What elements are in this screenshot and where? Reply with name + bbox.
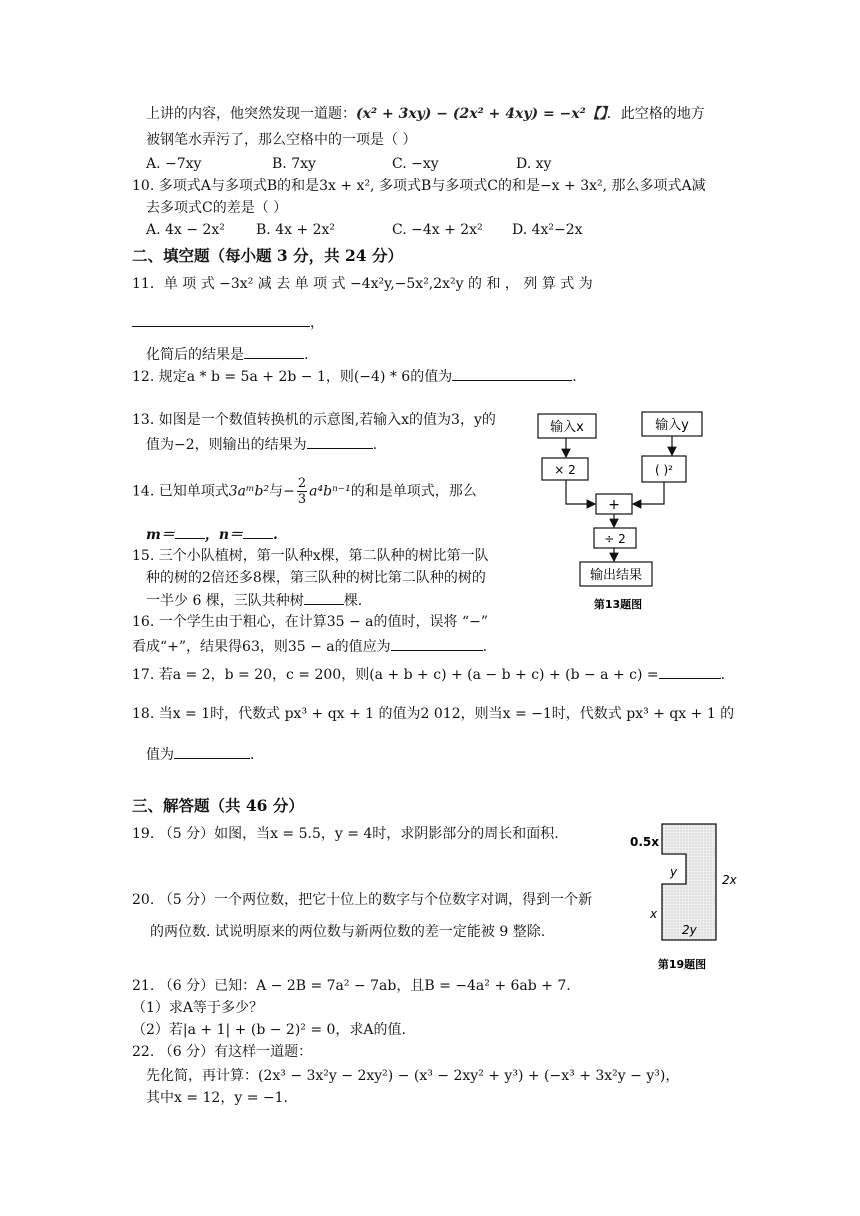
q11-line2	[132, 312, 324, 333]
q17-period: .	[720, 667, 726, 683]
q15-unit: 棵.	[343, 593, 363, 609]
q9-option-a: A. −7xy	[146, 156, 202, 172]
q14-fraction-denominator: 3	[297, 492, 307, 507]
fig19-label-05x: 0.5x	[630, 835, 659, 849]
fig13-input-x-label: 输入x	[550, 420, 584, 435]
q15-line2: 种的树的2倍还多8棵，第三队种的树比第二队种的树的	[146, 570, 486, 586]
q10-option-d: D. 4x²−2x	[512, 222, 583, 238]
fig19-label-2x: 2x	[722, 873, 737, 887]
q13-line1: 13. 如图是一个数值转换机的示意图,若输入x的值为3，y的	[132, 412, 496, 428]
q14-m-blank[interactable]	[175, 524, 205, 539]
fig19-label-x: x	[650, 907, 658, 921]
q15-line1: 15. 三个小队植树，第一队种x棵，第二队种的树比第一队	[132, 548, 489, 564]
q13-answer-blank[interactable]	[307, 434, 373, 449]
q11-comma: ，	[310, 315, 324, 331]
q15-text: 一半少 6 棵，三队共种树	[146, 593, 304, 609]
q12-text: 12. 规定a * b = 5a + 2b − 1，则(−4) * 6的值为	[132, 369, 453, 385]
q18-line1: 18. 当x = 1时，代数式 px³ + qx + 1 的值为2 012，则当x = −1时，代数式 px³ + qx + 1 的	[132, 706, 735, 722]
q9-option-b: B. 7xy	[272, 156, 316, 172]
fig19-label-2y: 2y	[682, 923, 697, 937]
q20-line1: 20. （5 分）一个两位数，把它十位上的数字与个位数字对调，得到一个新	[132, 892, 593, 908]
fig13-times2-label: × 2	[554, 463, 576, 477]
section-fill-in-heading: 二、填空题（每小题 3 分，共 24 分）	[132, 246, 403, 265]
q9-expression: (x² + 3xy) − (2x² + 4xy) = −x²【】	[356, 106, 607, 122]
q10-option-b: B. 4x + 2x²	[256, 222, 336, 238]
q12-period: .	[572, 369, 577, 385]
q14-line1	[132, 476, 477, 507]
fig19-label-y: y	[670, 865, 678, 879]
q16-line1: 16. 一个学生由于粗心，在计算35 − a的值时，误将 “−”	[132, 614, 489, 630]
q9-text-b: ．此空格的地方	[606, 106, 705, 122]
q16-answer-blank[interactable]	[391, 636, 483, 651]
q18-answer-blank[interactable]	[174, 744, 250, 759]
q14-text-pre: 14. 已知单项式	[132, 483, 229, 500]
q14-fraction	[297, 476, 307, 507]
fig13-caption: 第13题图	[593, 598, 643, 611]
q18-period: .	[250, 747, 255, 763]
q9-line2: 被钢笔水弄污了，那么空格中的一项是（ ）	[146, 132, 417, 148]
q11-answer-blank-2[interactable]	[244, 344, 304, 359]
q10-line1: 10. 多项式A与多项式B的和是3x + x², 多项式B与多项式C的和是−x + 3x², 那么多项式A减	[132, 178, 706, 194]
q14-text-post: 的和是单项式，那么	[350, 483, 477, 500]
q9-option-c: C. −xy	[392, 156, 439, 172]
q13-text: 值为−2，则输出的结果为	[146, 437, 307, 453]
q12-line	[132, 366, 577, 387]
q11-line3	[146, 344, 308, 365]
q20-line2: 的两位数. 试说明原来的两位数与新两位数的差一定能被 9 整除.	[150, 924, 546, 940]
q21-part2: （2）若|a + 1| + (b − 2)² = 0，求A的值.	[132, 1022, 406, 1038]
q16-text: 看成“+”，结果得63，则35 − a的值应为	[132, 639, 391, 655]
fig13-flow-diagram	[530, 408, 730, 618]
q16-period: .	[482, 639, 488, 655]
q14-n-label: ，n＝	[204, 527, 244, 543]
q17-answer-blank[interactable]	[659, 664, 721, 679]
fig13-plus-label: +	[608, 497, 620, 513]
q11-period: .	[304, 347, 309, 363]
q21-line1: 21. （6 分）已知：A − 2B = 7a² − 7ab，且B = −4a² + 6ab + 7.	[132, 978, 571, 994]
q11-line1: 11．单 项 式 −3x² 减 去 单 项 式 −4x²y,−5x²,2x²y 的 和 ， 列 算 式 为	[132, 276, 593, 292]
q19-line: 19. （5 分）如图，当x = 5.5，y = 4时，求阴影部分的周长和面积.	[132, 826, 559, 842]
q14-monomial-2: a⁴bⁿ⁻¹	[309, 483, 351, 500]
q14-monomial-1: 3aᵐb²	[228, 483, 270, 500]
q14-m-label: m＝	[146, 527, 175, 543]
fig19-shaded-figure	[620, 818, 750, 978]
q9-text-a: 上讲的内容，他突然发现一道题：	[146, 106, 356, 122]
q16-line2	[132, 636, 487, 657]
q9-option-d: D. xy	[516, 156, 552, 172]
q22-line2: 先化简，再计算：(2x³ − 3x²y − 2xy²) − (x³ − 2xy² + y³) + (−x³ + 3x²y − y³)，	[146, 1068, 680, 1084]
fig13-div2-label: ÷ 2	[604, 532, 626, 546]
q10-option-c: C. −4x + 2x²	[392, 222, 483, 238]
fig13-square-label: ( )²	[655, 463, 673, 477]
q14-line2	[146, 524, 278, 545]
q15-answer-blank[interactable]	[304, 590, 344, 605]
q22-line3: 其中x = 12，y = −1.	[146, 1090, 288, 1106]
q12-answer-blank[interactable]	[452, 366, 572, 381]
q21-part1: （1）求A等于多少？	[132, 1000, 264, 1016]
q14-period: .	[273, 527, 278, 543]
fig19-caption: 第19题图	[657, 958, 707, 971]
q17-line	[132, 664, 725, 685]
q14-fraction-numerator: 2	[297, 476, 307, 491]
q15-line3	[146, 590, 362, 611]
q11-answer-blank-1[interactable]	[132, 312, 310, 327]
q13-period: .	[372, 437, 378, 453]
q10-option-a: A. 4x − 2x²	[146, 222, 225, 238]
q18-line2	[146, 744, 254, 765]
q11-simplify-text: 化简后的结果是	[146, 347, 244, 363]
q17-text: 17. 若a = 2，b = 20，c = 200，则(a + b + c) + (a − b + c) + (b − a + c) =	[132, 667, 659, 683]
section-solve-heading: 三、解答题（共 46 分）	[132, 796, 304, 815]
q22-line1: 22. （6 分）有这样一道题：	[132, 1044, 313, 1060]
q9-line1	[146, 104, 705, 124]
q10-line2: 去多项式C的差是（ ）	[146, 200, 288, 216]
q14-text-mid: 与−	[269, 483, 295, 500]
q18-text: 值为	[146, 747, 174, 763]
q14-n-blank[interactable]	[243, 524, 273, 539]
q13-line2	[146, 434, 377, 455]
fig13-input-y-label: 输入y	[655, 418, 689, 433]
fig13-output-label: 输出结果	[589, 568, 643, 583]
